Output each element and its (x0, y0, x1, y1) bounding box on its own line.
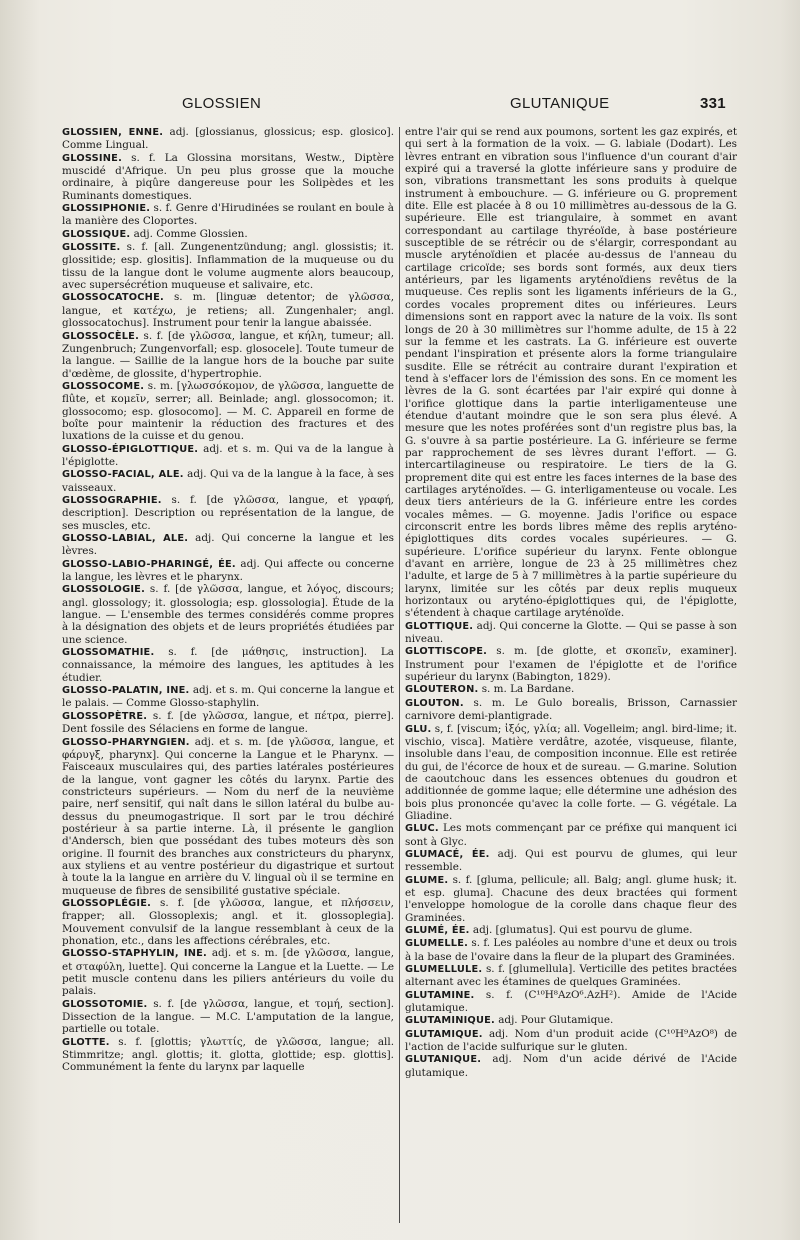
dictionary-entry (62, 494, 394, 532)
entry-headword: GLUMACÉ, ÉE. (405, 848, 490, 860)
entry-definition: s. f. [all. Zungenentzündung; angl. glossistis; it. glossitide; esp. glositis]. Inflammation de la muqueuse ou du tissu de la langue dont le volume augmente alors beaucoup, avec supersécrétion muqueuse et salivaire, etc. (62, 241, 394, 292)
entry-definition: s. f. [de γλῶσσα, langue, et πλήσσειν, frapper; all. Glossoplexis; angl. et it. glossoplegia]. Mouvement convulsif de la langue ressemblant à ceux de la phonation, etc., dans les affections cérébrales, etc. (62, 896, 394, 947)
entry-headword: GLOSSO-ÉPIGLOTTIQUE. (62, 443, 199, 455)
header-left-guide-word: GLOSSIEN (182, 95, 262, 112)
entry-definition: adj. Pour Glutamique. (494, 1014, 614, 1027)
entry-headword: GLOSSIQUE. (62, 228, 131, 240)
dictionary-entry (405, 645, 737, 683)
entry-definition: s. m. La Bardane. (478, 683, 575, 696)
entry-definition: s. f. [de μάθησις, instruction]. La connaissance, la mémoire des langues, les aptitudes à les étudier. (62, 646, 394, 684)
entry-headword: GLOSSOPLÉGIE. (62, 897, 152, 909)
dictionary-entry (405, 822, 737, 848)
entry-headword: GLOSSO-LABIO-PHARINGÉ, ÉE. (62, 558, 236, 570)
entry-headword: GLOSSOLOGIE. (62, 584, 145, 596)
entry-headword: GLOSSIEN, ENNE. (62, 127, 164, 138)
entry-headword: GLUTANIQUE. (405, 1054, 482, 1066)
entry-definition: adj. Qui concerne la langue et les lèvres. (62, 532, 394, 558)
entry-headword: GLOTTE. (62, 1036, 110, 1048)
entry-definition: s. f. [de γλῶσσα, langue, et τομή, section]. Dissection de la langue. — M.C. L'amputation de la langue, partielle ou totale. (62, 997, 394, 1036)
dictionary-entry (62, 202, 394, 228)
entry-definition: s. f. [gluma, pellicule; all. Balg; angl. glume husk; it. et esp. gluma]. Chacune des deux bractées qui forment l'enveloppe homologue de la corolle dans chaque fleur des Graminées. (405, 873, 737, 924)
dictionary-entry (62, 684, 394, 710)
entry-headword: GLUC. (405, 823, 439, 835)
entry-definition: s. m. [de glotte, et σκοπεῖν, examiner]. Instrument pour l'examen de l'épiglotte et de l'orifice supérieur du larynx (Babington, 1829). (405, 645, 737, 684)
right-column (405, 126, 737, 1079)
entry-definition: s. f. [de γλῶσσα, langue, et γραφή, description]. Description ou représentation de la langue, de ses muscles, etc. (62, 493, 394, 532)
entry-headword: GLOSSIPHONIE. (62, 203, 151, 215)
entry-definition: entre l'air qui se rend aux poumons, sortent les gaz expirés, et qui sert à la formation de la voix. — G. labiale (Dodart). Les lèvres entrant en vibration sous l'influence d'un courant d'air expiré qui a traversé la glotte inférieure sans y produire de son, vibrations transmettant les sons produits à quelque instrument à embouchure. — G. inférieure ou G. proprement dite. Elle est placée à 8 ou 10 millimètres au-dessous de la G. supérieure. Elle est triangulaire, à sommet en avant correspondant au cartilage thyréoïde, à base postérieure susceptible de se rétrécir ou de s'élargir, correspondant au muscle aryténoïdien et placée au-dessus de l'anneau du cartilage cricoïde; ses bords sont formés, aux deux tiers antérieurs, par les ligaments aryténoïdiens revêtus de la muqueuse. Ces replis sont les ligaments inférieurs de la G., cordes vocales proprement dites ou inférieures. Leurs dimensions sont en rapport avec la nature de la voix. Ils sont longs de 20 à 30 millimètres sur l'homme adulte, de 15 à 22 sur la femme et les castrats. La G. inférieure est ouverte pendant l'inspiration et présente alors la forme triangulaire susdite. Elle se rétrécit au contraire durant l'expiration et tend à s'effacer lors de l'émission des sons. En ce moment les lèvres de la G. sont écartées par l'air expiré qui donne à l'orifice glottique dans la partie interligamenteuse une étendue d'autant moindre que le son sera plus élevé. A mesure que les notes proférées sont d'un registre plus bas, la G. s'ouvre à sa partie postérieure. La G. inférieure se ferme par rapprochement de ses lèvres durant l'effort. — G. intercartilagineuse ou respiratoire. Le tiers de la G. proprement dite qui est entre les faces internes de la base des cartilages aryténoïdes. — G. interligamenteuse ou vocale. Les deux tiers antérieurs de la G. inférieure entre les cordes vocales mêmes. — G. moyenne. Jadis l'orifice ou espace circonscrit entre les bords libres même des replis aryténo-épiglottiques dits cordes vocales supérieures. — G. supérieure. L'orifice supérieur du larynx. Fente oblongue d'avant en arrière, longue de 23 à 25 millimètres chez l'adulte, et large de 5 à 7 millimètres à la partie supérieure du larynx, limitée sur les côtés par deux replis muqueux horizontaux ou aryténo-épiglottiques qui, de l'épiglotte, s'étendent à chaque cartilage aryténoïde. (405, 126, 737, 620)
entry-definition: s, f. [viscum; ἰξός, γλία; all. Vogelleim; angl. bird-lime; it. vischio, visca]. Matière verdâtre, azotée, visqueuse, filante, insoluble dans l'eau, de composition inconnue. Elle est retirée du gui, de l'écorce de houx et de sureau. — G.marine. Solution de caoutchouc dans les essences obtenues du goudron et additionnée de gomme laque; elle détermine une adhésion des bois plus prononcée qu'avec la colle forte. — G. végétale. La Gliadine. (405, 722, 737, 822)
dictionary-entry (405, 697, 737, 723)
entry-headword: GLOUTERON. (405, 684, 479, 696)
entry-definition: adj. et s. m. Qui va de la langue à l'épiglotte. (62, 442, 394, 468)
entry-definition: s. f. Genre d'Hirudinées se roulant en boule à la manière des Cloportes. (62, 202, 394, 228)
entry-definition: s. m. Le Gulo borealis, Brisson, Carnassier carnivore demi-plantigrade. (405, 696, 737, 723)
entry-headword: GLOSSO-FACIAL, ALE. (62, 469, 184, 481)
entry-definition: adj. Comme Glossien. (130, 227, 248, 240)
entry-headword: GLOTTIQUE. (405, 620, 474, 632)
dictionary-entry (62, 126, 394, 152)
entry-headword: GLOSSOCATOCHE. (62, 292, 164, 304)
dictionary-entry (62, 583, 394, 646)
column-divider (399, 127, 400, 1223)
dictionary-entry (405, 937, 737, 963)
entry-definition: s. f. La Glossina morsitans, Westw., Diptère muscidé d'Afrique. Un peu plus grosse que la mouche ordinaire, à piqûre dangereuse pour les Solipèdes et les Ruminants domestiques. (62, 151, 394, 202)
dictionary-entry (62, 558, 394, 584)
entry-definition: adj. Qui est pourvu de glumes, qui leur ressemble. (405, 847, 737, 874)
entry-headword: GLOSSOCÈLE. (62, 330, 140, 342)
dictionary-entry (62, 947, 394, 997)
entry-headword: GLOTTISCOPE. (405, 646, 488, 658)
dictionary-entry (62, 897, 394, 947)
dictionary-entry (405, 1014, 737, 1027)
dictionary-entry (405, 963, 737, 989)
entry-headword: GLUTAMIQUE. (405, 1028, 483, 1040)
running-header (60, 95, 740, 115)
entry-definition: s. f. (C¹⁰H⁸AzO⁶.AzH²). Amide de l'Acide glutamique. (405, 988, 737, 1015)
dictionary-entry (62, 468, 394, 494)
entry-definition: adj. [glossianus, glossicus; esp. glosico]. Comme Lingual. (62, 126, 395, 152)
entry-headword: GLUME. (405, 874, 449, 886)
header-right-guide-word: GLUTANIQUE (510, 95, 610, 112)
entry-definition: adj. Qui va de la langue à la face, à ses vaisseaux. (62, 468, 394, 494)
entry-headword: GLOSSITE. (62, 242, 121, 254)
entry-definition: s. f. [de γλῶσσα, langue, et λόγος, discours; angl. glossology; it. glossologia; esp. glossologia]. Étude de la langue. — L'ensemble des termes considérés comme propres à la désignation des objets et de leurs propriétés étudiées par une science. (62, 583, 394, 646)
dictionary-entry (405, 723, 737, 823)
entry-headword: GLOSSOMATHIE. (62, 647, 155, 659)
entry-headword: GLUTAMINE. (405, 989, 475, 1001)
dictionary-entry (405, 620, 737, 646)
entry-definition: s. f. Les paléoles au nombre d'une et deux ou trois à la base de l'ovaire dans la fleur de la plupart des Graminées. (405, 937, 737, 963)
entry-headword: GLU. (405, 723, 432, 735)
dictionary-entry (62, 710, 394, 736)
entry-headword: GLOSSINE. (62, 152, 122, 164)
dictionary-entry (62, 532, 394, 558)
entry-headword: GLOSSOGRAPHIE. (62, 494, 162, 506)
dictionary-entry (62, 998, 394, 1036)
dictionary-entry (62, 736, 394, 897)
entry-headword: GLOUTON. (405, 697, 464, 709)
dictionary-entry (62, 330, 394, 380)
dictionary-entry (405, 874, 737, 924)
entry-definition: Les mots commençant par ce préfixe qui manquent ici sont à Glyc. (405, 822, 737, 848)
dictionary-entry (62, 380, 394, 443)
left-column (62, 126, 394, 1074)
entry-definition: adj. [glumatus]. Qui est pourvu de glume. (469, 924, 693, 936)
entry-definition: s. f. [glottis; γλωττίς, de γλῶσσα, langue; all. Stimmritze; angl. glottis; it. glotta, glottide; esp. glottis]. Communément la fente du larynx par laquelle (62, 1035, 394, 1074)
dictionary-entry (62, 1036, 394, 1074)
dictionary-entry (62, 443, 394, 469)
entry-headword: GLOSSOCOME. (62, 380, 145, 392)
dictionary-entry (62, 646, 394, 684)
entry-definition: adj. Qui concerne la Glotte. — Qui se passe à son niveau. (405, 619, 737, 646)
page-number: 331 (700, 95, 726, 112)
entry-definition: adj. et s. m. [de γλῶσσα, langue, et σταφύλη, luette]. Qui concerne la Langue et la Luette. — Le petit muscle contenu dans les piliers antérieurs du voile du palais. (62, 947, 394, 998)
entry-headword: GLOSSO-LABIAL, ALE. (62, 533, 189, 544)
dictionary-entry (62, 291, 394, 329)
entry-definition: s. f. [de γλῶσσα, langue, et κήλη, tumeur; all. Zungenbruch; Zungenvorfall; esp. glosocele]. Toute tumeur de la langue. — Saillie de la langue hors de la bouche par suite d'œdème, de glossite, d'hypertrophie. (62, 329, 394, 380)
dictionary-entry (405, 924, 737, 937)
entry-definition: s. m. [linguæ detentor; de γλῶσσα, langue, et κατέχω, je retiens; all. Zungenhaler; angl. glossocatochus]. Instrument pour tenir la langue abaissée. (62, 291, 394, 330)
dictionary-entry (405, 683, 737, 696)
dictionary-entry (405, 848, 737, 874)
entry-headword: GLUMELLE. (405, 938, 469, 950)
entry-definition: adj. Nom d'un acide dérivé de l'Acide glutamique. (405, 1053, 737, 1079)
entry-definition: s. f. [de γλῶσσα, langue, et πέτρα, pierre]. Dent fossile des Sélaciens en forme de langue. (62, 709, 394, 736)
entry-headword: GLOSSOPÈTRE. (62, 710, 148, 722)
entry-definition: adj. Qui affecte ou concerne la langue, les lèvres et le pharynx. (62, 557, 395, 584)
dictionary-entry (62, 228, 394, 241)
dictionary-entry (405, 1053, 737, 1079)
dictionary-entry (405, 1028, 737, 1054)
entry-definition: s. f. [glumellula]. Verticille des petites bractées alternant avec les étamines de quelques Graminées. (405, 963, 737, 989)
dictionary-entry (405, 989, 737, 1015)
entry-definition: adj. et s. m. [de γλῶσσα, langue, et φάρυγξ, pharynx]. Qui concerne la Langue et le Pharynx. — Faisceaux musculaires qui, des parties latérales postérieures de la langue, vont gagner les côtés du larynx. Partie des constricteurs supérieurs. — Nom du nerf de la neuvième paire, nerf sensitif, qui naît dans le sillon latéral du bulbe au-dessus du pneumogastrique. Il sort par le trou déchiré postérieur à sa partie interne. Là, il présente le ganglion d'Andersch, bien que possédant des tubes moteurs dès son origine. Il fournit des branches aux constricteurs du pharynx, aux styliens et au ventre postérieur du digastrique et surtout à toute la la langue en arrière du V. lingual où il se termine en muqueuse de fibres de sensibilité gustative spéciale. (62, 735, 394, 897)
entry-headword: GLOSSO-PHARYNGIEN. (62, 736, 190, 748)
dictionary-entry (62, 241, 394, 291)
dictionary-entry (62, 152, 394, 202)
dictionary-entry (405, 126, 737, 620)
entry-headword: GLOSSO-STAPHYLIN, INE. (62, 948, 207, 960)
entry-headword: GLOSSOTOMIE. (62, 998, 148, 1010)
entry-definition: s. m. [γλωσσόκομον, de γλῶσσα, languette de flûte, et κομεῖν, serrer; all. Beinlade; angl. glossocomon; it. glossocomo; esp. glosocomo]. — M. C. Appareil en forme de boîte pour maintenir la réduction des fractures et des luxations de la cuisse et du genou. (62, 379, 394, 443)
entry-headword: GLUTAMINIQUE. (405, 1015, 495, 1027)
entry-definition: adj. et s. m. Qui concerne la langue et le palais. — Comme Glosso-staphylin. (62, 684, 394, 710)
entry-headword: GLOSSO-PALATIN, INE. (62, 685, 190, 697)
entry-definition: adj. Nom d'un produit acide (C¹⁰H⁹AzO⁸) de l'action de l'acide sulfurique sur le gluten. (405, 1027, 737, 1054)
entry-headword: GLUMELLULE. (405, 964, 483, 976)
entry-headword: GLUMÉ, ÉE. (405, 925, 470, 936)
